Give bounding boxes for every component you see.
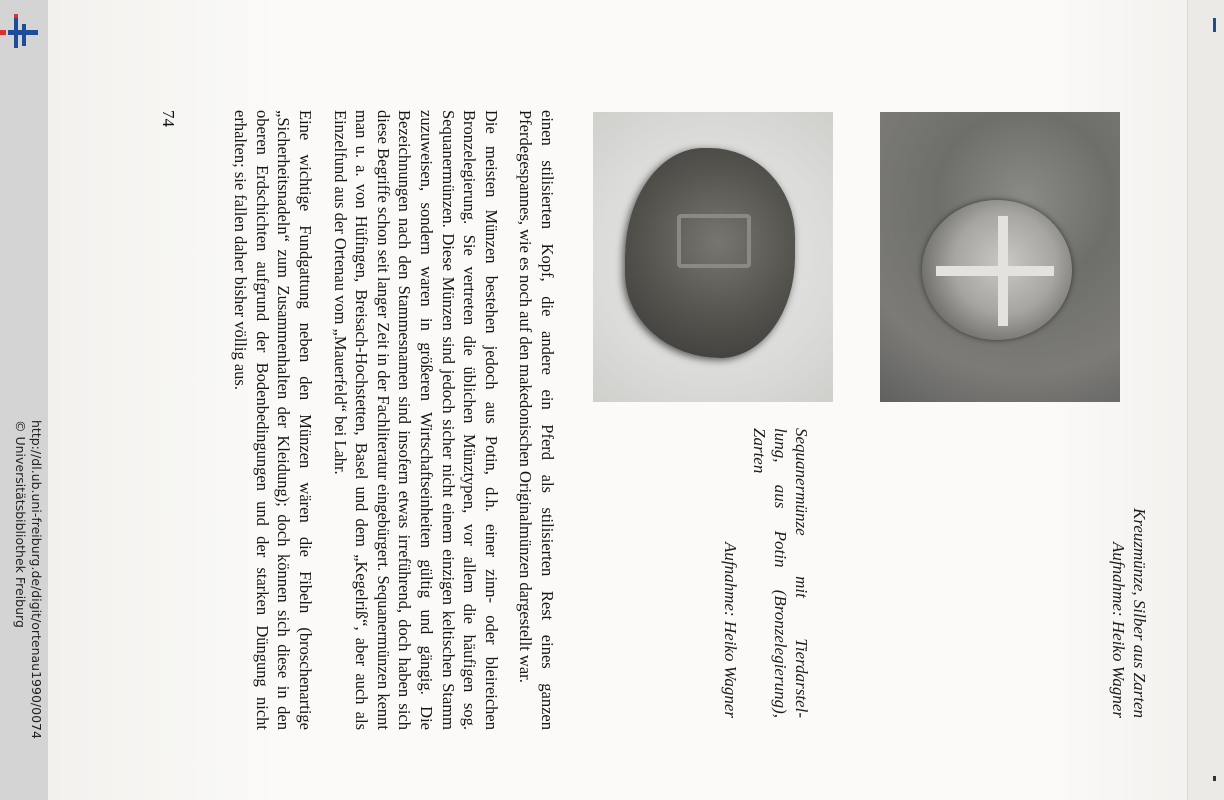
caption-text: Kreuzmünze, Silber aus Zarten	[1130, 508, 1149, 718]
library-logo-icon[interactable]	[0, 14, 40, 50]
marker-icon	[1213, 776, 1216, 781]
caption-credit: Aufnahme: Heiko Wagner	[721, 542, 740, 718]
figure-caption-2	[720, 428, 812, 718]
rotated-page-content	[98, 100, 1178, 740]
paragraph: einen stilisierten Kopf, die andere ein Pferd als stilisierten Rest eines ganzen Pferdegespannes, wie es noch auf den makedonischen Originalmünzen dargestellt war.	[516, 110, 557, 730]
paragraph: Die meisten Münzen bestehen jedoch aus Potin, d.h. einer zinn- oder bleireichen Bronzelegierung. Sie vertreten die üblichen Münztypen, vor allem die häufigen sog. Sequanermünzen. Diese Münzen sind jedoch sicher nicht einem einzigen keltischen Stamm zuzuweisen, sondern waren in größeren Wirtschaftseinheiten gültig und gängig. Die Bezeichnungen nach den Stammesnamen sind insofern etwas irreführend, doch haben sich diese Begriffe schon seit langer Zeit in der Fachliteratur eingebürgert. Sequanermünzen kennt man u. a. von Hüfingen, Breisach-Hochstetten, Basel und dem „Kegelriß“, aber auch als Einzelfund aus der Ortenau vom „Mauerfeld“ bei Lahr.	[330, 110, 501, 730]
caption-text: Zarten	[750, 428, 769, 474]
source-info	[4, 420, 44, 800]
page-edge	[1187, 0, 1224, 800]
marker-icon	[1213, 18, 1216, 32]
caption-text: lung, aus Potin (Bronzelegierung),	[771, 428, 790, 718]
source-url[interactable]: http://dl.ub.uni-freiburg.de/digit/ortenau1990/0074	[29, 420, 44, 739]
page-number: 74	[159, 110, 178, 127]
viewer-sidebar	[0, 0, 48, 800]
copyright-notice: © Universitätsbibliothek Freiburg	[13, 420, 28, 628]
caption-credit: Aufnahme: Heiko Wagner	[1109, 542, 1128, 718]
figure-caption-1	[1108, 428, 1150, 718]
caption-text: Sequanermünze mit Tierdarstel-	[792, 428, 811, 718]
body-text	[217, 110, 558, 730]
coin-photo-potin	[593, 112, 833, 402]
coin-photo-silver	[880, 112, 1120, 402]
paragraph: Eine wichtige Fundgattung neben den Münzen wären die Fibeln (broschenartige „Sicherheitsnadeln“ zum Zusammenhalten der Kleidung); doch können sich diese in den oberen Erdschichten aufgrund der Bodenbedingungen und der starken Düngung nicht erhalten; sie fallen daher bisher völlig aus.	[231, 110, 316, 730]
